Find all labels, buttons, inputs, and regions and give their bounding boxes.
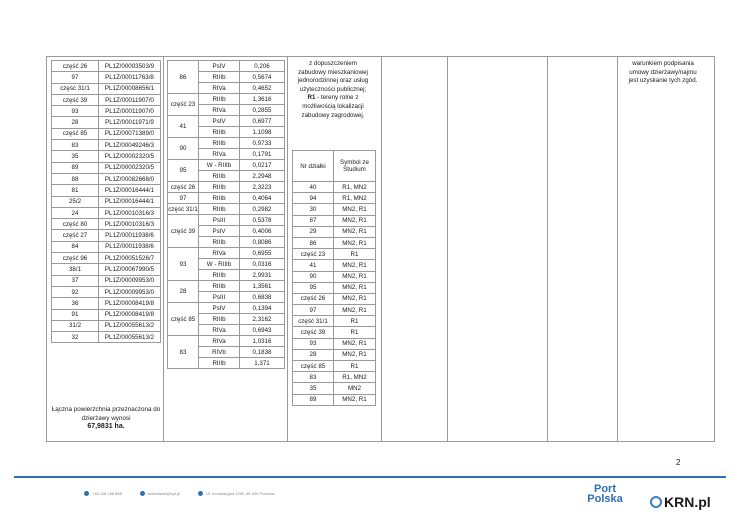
land-register-cell: PL1Z/00016444/1: [99, 185, 161, 196]
soil-class-cell: PsIII: [199, 215, 240, 226]
area-cell: 0,1838: [240, 347, 285, 358]
parcel-number-cell: część 39: [293, 327, 334, 338]
soil-class-table: [167, 60, 285, 369]
zoning-symbol-cell: MN2, R1: [334, 204, 376, 215]
parcel-number-cell: 83: [168, 336, 199, 369]
parcel-number-cell: część 23: [168, 94, 199, 116]
total-area-value: 67,9831 ha.: [87, 423, 125, 430]
parcel-number-cell: 88: [52, 173, 99, 184]
table-row: [52, 83, 161, 94]
table-row: [52, 117, 161, 128]
table-row: [293, 327, 376, 338]
table-row: [168, 204, 285, 215]
note-line: warunkiem podpisania: [632, 60, 694, 67]
parcel-number-cell: 38/1: [52, 264, 99, 275]
parcel-number-cell: część 96: [52, 253, 99, 264]
table-row: [52, 230, 161, 241]
parcel-number-cell: 93: [168, 248, 199, 281]
soil-class-cell: RIIIb: [199, 281, 240, 292]
table-row: [168, 182, 285, 193]
parcel-number-cell: część 31/1: [293, 316, 334, 327]
land-register-cell: PL1Z/00002320/5: [99, 151, 161, 162]
note-line: z dopuszczeniem: [309, 60, 357, 67]
land-register-cell: PL1Z/00008419/8: [99, 309, 161, 320]
area-cell: 0,5378: [240, 215, 285, 226]
land-register-cell: PL1Z/00009953/0: [99, 286, 161, 297]
area-cell: 2,9931: [240, 270, 285, 281]
area-cell: 0,0217: [240, 160, 285, 171]
parcel-number-cell: 32: [52, 332, 99, 343]
soil-class-cell: W - RIIIb: [199, 160, 240, 171]
parcel-number-cell: część 27: [52, 230, 99, 241]
table-row: [52, 72, 161, 83]
table-row: [293, 349, 376, 360]
parcel-number-cell: 31/2: [52, 320, 99, 331]
table-row: [52, 185, 161, 196]
soil-class-cell: RIVa: [199, 248, 240, 259]
soil-class-cell: RIVa: [199, 149, 240, 160]
table-row: [52, 298, 161, 309]
zoning-symbol-cell: MN2, R1: [334, 237, 376, 248]
area-cell: 0,2855: [240, 105, 285, 116]
parcel-number-cell: 94: [293, 193, 334, 204]
parcel-number-cell: część 80: [52, 219, 99, 230]
soil-class-cell: PsIII: [199, 292, 240, 303]
table-row: [293, 249, 376, 260]
location-icon: [198, 491, 203, 496]
table-row: [52, 196, 161, 207]
land-register-cell: PL1Z/00011938/6: [99, 230, 161, 241]
note-line: jednorodzinnej oraz usług: [297, 77, 369, 85]
area-cell: 1,0316: [240, 336, 285, 347]
area-cell: 0,5674: [240, 72, 285, 83]
land-register-cell: PL1Z/00016444/1: [99, 196, 161, 207]
soil-class-cell: RIIIb: [199, 314, 240, 325]
soil-class-cell: RIIIb: [199, 204, 240, 215]
table-row: [293, 338, 376, 349]
zoning-symbol-cell: MN2: [334, 383, 376, 394]
table-row: [293, 260, 376, 271]
table-row: [168, 61, 285, 72]
column-header-parcel: Nr działki: [293, 151, 334, 182]
footer-contact: [84, 491, 274, 496]
parcel-number-cell: 93: [293, 338, 334, 349]
parcel-number-cell: 24: [52, 207, 99, 218]
zoning-symbol-cell: R1, MN2: [334, 372, 376, 383]
table-row: [52, 320, 161, 331]
note-line: jest uzyskanie tych zgód.: [628, 77, 698, 85]
parcel-number-cell: 90: [168, 138, 199, 160]
area-cell: 0,0316: [240, 259, 285, 270]
land-register-cell: PL1Z/00011907/0: [99, 94, 161, 105]
table-row: [52, 275, 161, 286]
soil-class-cell: RIVb: [199, 347, 240, 358]
area-cell: 0,206: [240, 61, 285, 72]
table-row: [293, 372, 376, 383]
table-row: [52, 332, 161, 343]
parcel-number-cell: 28: [293, 349, 334, 360]
zoning-symbol-cell: R1: [334, 327, 376, 338]
parcel-number-cell: 25/2: [52, 196, 99, 207]
land-register-cell: PL1Z/00067990/5: [99, 264, 161, 275]
parcel-number-cell: 97: [293, 305, 334, 316]
table-row: [52, 173, 161, 184]
parcel-number-cell: część 26: [52, 61, 99, 72]
land-register-cell: PL1Z/00011907/0: [99, 106, 161, 117]
soil-class-cell: PsIV: [199, 116, 240, 127]
note-line: zabudowy zagrodowej.: [301, 111, 365, 119]
parcel-number-cell: 41: [168, 116, 199, 138]
land-register-cell: PL1Z/00082668/0: [99, 173, 161, 184]
zoning-symbol-cell: MN2, R1: [334, 260, 376, 271]
zoning-symbol-cell: R1: [334, 361, 376, 372]
email-icon: [140, 491, 145, 496]
parcel-number-cell: 28: [168, 281, 199, 303]
parcel-number-cell: 89: [52, 162, 99, 173]
parcel-number-cell: 84: [52, 241, 99, 252]
parcel-number-cell: 87: [293, 215, 334, 226]
footer-phone: +48 118 188 888: [92, 491, 122, 496]
table-row: [52, 309, 161, 320]
table-row: [293, 305, 376, 316]
table-row: [52, 286, 161, 297]
parcel-number-cell: 41: [293, 260, 334, 271]
area-cell: 0,6838: [240, 292, 285, 303]
zoning-symbol-cell: R1: [334, 316, 376, 327]
land-register-cell: PL1Z/00055613/2: [99, 332, 161, 343]
land-register-cell: PL1Z/00071389/0: [99, 128, 161, 139]
parcel-number-cell: część 85: [52, 128, 99, 139]
parcel-number-cell: 95: [293, 282, 334, 293]
parcel-number-cell: 89: [293, 394, 334, 405]
total-area-text: Łączna powierzchnia przeznaczona do dzierżawy wynosi: [51, 406, 161, 422]
soil-class-cell: RIIIb: [199, 193, 240, 204]
parcel-number-cell: 83: [293, 372, 334, 383]
zoning-symbol-cell: MN2, R1: [334, 226, 376, 237]
soil-class-cell: RIIIb: [199, 94, 240, 105]
zoning-symbol-cell: MN2, R1: [334, 305, 376, 316]
zoning-symbol-cell: MN2, R1: [334, 282, 376, 293]
land-register-cell: PL1Z/00003503/9: [99, 61, 161, 72]
table-row: [52, 151, 161, 162]
zoning-symbol-cell: R1, MN2: [334, 193, 376, 204]
zoning-symbol-table: [292, 150, 376, 406]
table-row: [168, 193, 285, 204]
table-row: [293, 182, 376, 193]
lease-condition-note: [617, 60, 709, 86]
zoning-symbol-cell: R1, MN2: [334, 182, 376, 193]
table-header-row: [293, 151, 376, 182]
table-row: [52, 128, 161, 139]
area-cell: 2,3223: [240, 182, 285, 193]
parcel-number-cell: część 31/1: [52, 83, 99, 94]
parcel-number-cell: 93: [52, 106, 99, 117]
table-row: [52, 106, 161, 117]
parcel-number-cell: część 26: [293, 293, 334, 304]
soil-class-cell: W - RIIIb: [199, 259, 240, 270]
area-cell: 2,2948: [240, 171, 285, 182]
area-cell: 0,8086: [240, 237, 285, 248]
parcel-number-cell: część 31/1: [168, 205, 198, 213]
parcel-number-cell: 37: [52, 275, 99, 286]
table-row: [168, 281, 285, 292]
table-row: [293, 316, 376, 327]
soil-class-cell: PsIV: [199, 303, 240, 314]
soil-class-cell: RIIIb: [199, 171, 240, 182]
table-frame: [46, 56, 715, 442]
table-row: [52, 253, 161, 264]
land-register-cell: PL1Z/00049246/3: [99, 140, 161, 151]
note-line: zabudowy mieszkaniowej: [298, 68, 368, 76]
area-cell: 0,4652: [240, 83, 285, 94]
table-row: [293, 293, 376, 304]
table-row: [168, 116, 285, 127]
table-row: [168, 94, 285, 105]
parcel-number-cell: 95: [168, 160, 199, 182]
table-row: [52, 241, 161, 252]
land-register-cell: PL1Z/00055613/2: [99, 320, 161, 331]
land-register-cell: PL1Z/00002320/5: [99, 162, 161, 173]
area-cell: 1,371: [240, 358, 285, 369]
soil-class-cell: PsIV: [199, 226, 240, 237]
soil-class-cell: RIIIb: [199, 138, 240, 149]
zoning-symbol-cell: MN2, R1: [334, 293, 376, 304]
table-row: [293, 271, 376, 282]
table-row: [52, 94, 161, 105]
table-row: [293, 204, 376, 215]
note-line: umowy dzierżawy/najmu: [629, 68, 697, 76]
table-row: [293, 361, 376, 372]
footer-email[interactable]: sekretariat@kpt.pl: [147, 491, 181, 496]
parcel-number-cell: 91: [52, 309, 99, 320]
note-line: użyteczności publicznej;: [299, 85, 367, 93]
magnifier-icon: [650, 496, 662, 508]
zoning-description: [287, 60, 379, 120]
footer-rule: [14, 476, 726, 478]
parcel-number-cell: część 39: [168, 215, 199, 248]
krn-watermark: KRN.pl: [650, 494, 711, 510]
table-row: [293, 383, 376, 394]
land-register-cell: PL1Z/00011971/9: [99, 117, 161, 128]
area-cell: 1,3561: [240, 281, 285, 292]
area-cell: 0,1791: [240, 149, 285, 160]
area-cell: 0,2982: [240, 204, 285, 215]
soil-class-cell: RIIIb: [199, 127, 240, 138]
column-header-symbol: Symbol ze Studium: [334, 151, 376, 182]
parcel-number-cell: część 85: [168, 303, 199, 336]
zoning-symbol-cell: MN2, R1: [334, 271, 376, 282]
table-row: [52, 264, 161, 275]
area-cell: 0,9733: [240, 138, 285, 149]
soil-class-cell: RIIIb: [199, 72, 240, 83]
parcel-number-cell: 28: [52, 117, 99, 128]
soil-class-cell: PsIV: [199, 61, 240, 72]
area-cell: 0,4006: [240, 226, 285, 237]
table-row: [52, 61, 161, 72]
soil-class-cell: RIVa: [199, 336, 240, 347]
parcel-number-cell: 40: [293, 182, 334, 193]
table-row: [52, 140, 161, 151]
zoning-symbol-cell: R1: [334, 249, 376, 260]
page-number: 2: [676, 458, 681, 467]
soil-class-cell: RIVa: [199, 325, 240, 336]
table-row: [168, 160, 285, 171]
parcel-number-cell: 29: [293, 226, 334, 237]
table-row: [168, 303, 285, 314]
land-register-cell: PL1Z/00008656/1: [99, 83, 161, 94]
parcel-number-cell: 92: [52, 286, 99, 297]
area-cell: 0,4064: [240, 193, 285, 204]
parcel-number-cell: część 39: [52, 94, 99, 105]
note-line: możliwością lokalizacji: [302, 102, 364, 110]
soil-class-cell: RIVa: [199, 83, 240, 94]
soil-class-cell: RIIIb: [199, 237, 240, 248]
parcel-number-cell: 36: [52, 298, 99, 309]
phone-icon: [84, 491, 89, 496]
note-line: - tereny rolne z: [315, 94, 359, 102]
land-register-cell: PL1Z/00051526/7: [99, 253, 161, 264]
table-row: [293, 237, 376, 248]
parcel-number-cell: 86: [168, 61, 199, 94]
soil-class-cell: RIVa: [199, 105, 240, 116]
total-area: [51, 406, 161, 432]
table-row: [168, 215, 285, 226]
table-row: [293, 226, 376, 237]
land-register-cell: PL1Z/00008419/8: [99, 298, 161, 309]
parcel-number-cell: 97: [52, 72, 99, 83]
parcel-number-cell: 90: [293, 271, 334, 282]
parcel-number-cell: 35: [52, 151, 99, 162]
parcel-number-cell: 83: [52, 140, 99, 151]
area-cell: 1,3616: [240, 94, 285, 105]
zoning-symbol-cell: MN2, R1: [334, 338, 376, 349]
parcel-number-cell: 97: [168, 193, 199, 204]
land-register-cell: PL1Z/00010316/3: [99, 219, 161, 230]
r1-label: R1: [307, 94, 316, 102]
parcel-number-cell: 30: [293, 204, 334, 215]
table-row: [293, 193, 376, 204]
table-row: [293, 394, 376, 405]
area-cell: 0,1394: [240, 303, 285, 314]
land-register-cell: PL1Z/00010316/3: [99, 207, 161, 218]
table-row: [168, 336, 285, 347]
table-row: [52, 162, 161, 173]
land-register-cell: PL1Z/00009953/0: [99, 275, 161, 286]
table-row: [52, 207, 161, 218]
table-row: [168, 248, 285, 259]
area-cell: 0,6943: [240, 325, 285, 336]
land-register-cell: PL1Z/00011763/8: [99, 72, 161, 83]
area-cell: 2,3162: [240, 314, 285, 325]
table-row: [52, 219, 161, 230]
parcel-number-cell: 35: [293, 383, 334, 394]
soil-class-cell: RIIIb: [199, 182, 240, 193]
area-cell: 1,1098: [240, 127, 285, 138]
parcel-number-cell: część 85: [293, 361, 334, 372]
zoning-symbol-cell: MN2, R1: [334, 349, 376, 360]
land-register-cell: PL1Z/00011938/6: [99, 241, 161, 252]
parcel-number-cell: 86: [293, 237, 334, 248]
port-polska-logo: Port Polska: [587, 483, 623, 505]
table-row: [293, 215, 376, 226]
parcel-register-table: [51, 60, 161, 343]
area-cell: 0,6955: [240, 248, 285, 259]
zoning-symbol-cell: MN2, R1: [334, 215, 376, 226]
parcel-number-cell: 81: [52, 185, 99, 196]
footer-address: Ul. Innowacyjna 12/B, 65-000 Pozorna: [206, 491, 275, 496]
area-cell: 0,6977: [240, 116, 285, 127]
zoning-symbol-cell: MN2, R1: [334, 394, 376, 405]
soil-class-cell: RIIIb: [199, 358, 240, 369]
soil-class-cell: RIIIb: [199, 270, 240, 281]
parcel-number-cell: część 26: [168, 182, 199, 193]
table-row: [293, 282, 376, 293]
table-row: [168, 138, 285, 149]
parcel-number-cell: część 23: [293, 249, 334, 260]
